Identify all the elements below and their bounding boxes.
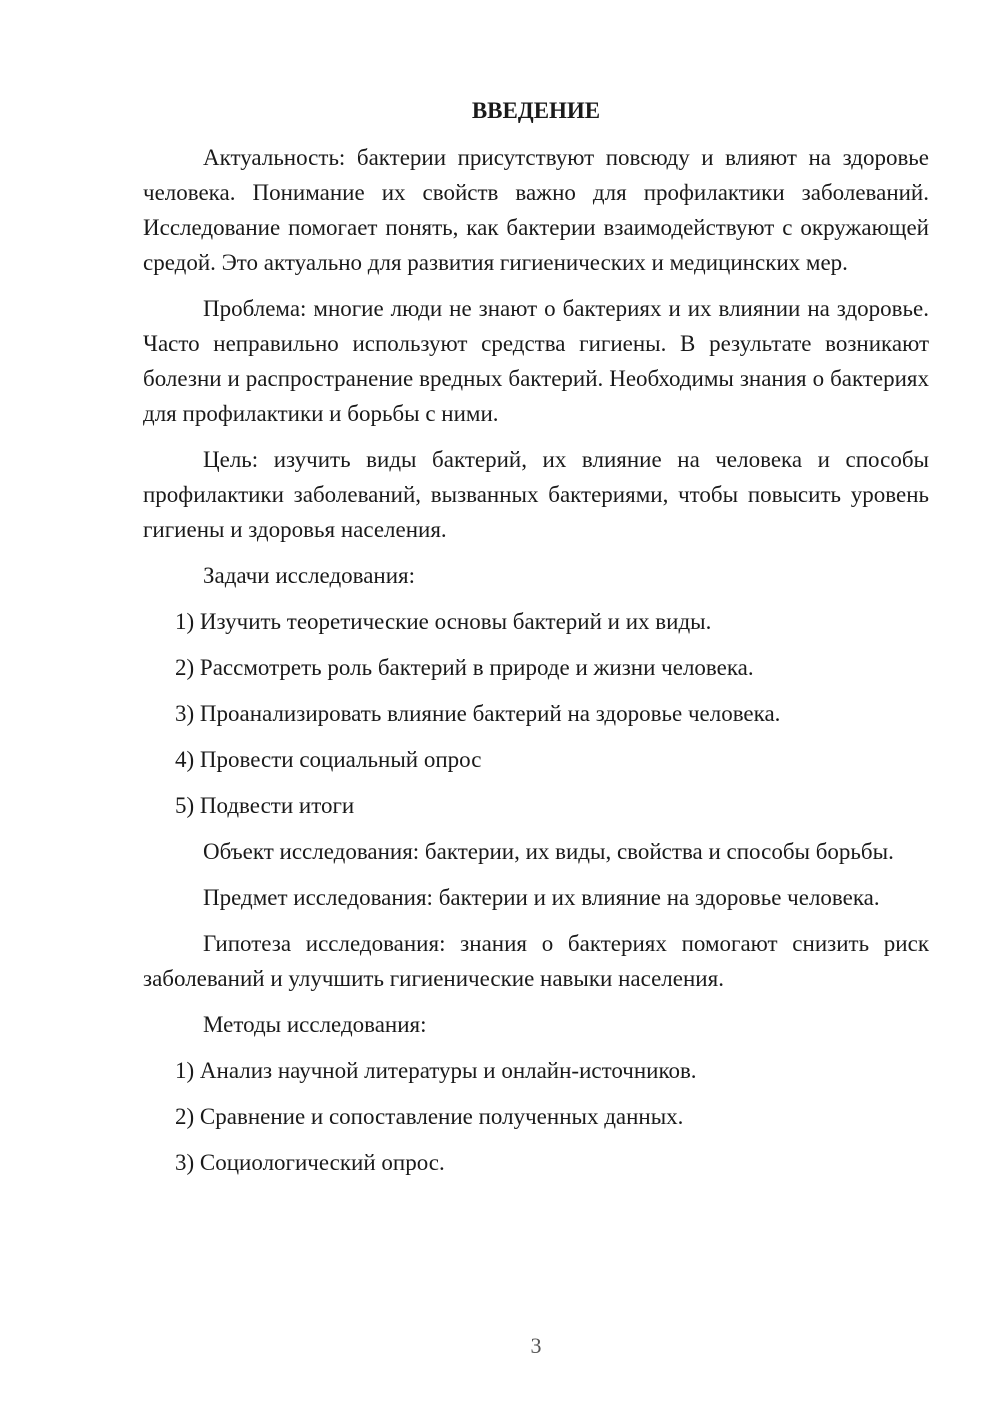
page-title: ВВЕДЕНИЕ xyxy=(471,98,601,123)
list-item: 3) Социологический опрос. xyxy=(175,1150,445,1175)
subject-paragraph: Предмет исследования: бактерии и их влияние на здоровье человека. xyxy=(203,885,880,910)
list-item: 2) Рассмотреть роль бактерий в природе и жизни человека. xyxy=(175,655,754,680)
relevance-paragraph: Актуальность: бактерии присутствуют повсюду и влияют на здоровье человека. Понимание их свойств важно для профилактики заболеваний. Исследование помогает понять, как бактерии взаимодействуют с окружающей средой. Это актуально для развития гигиенических и медицинских мер. xyxy=(143,145,929,275)
hypothesis-paragraph: Гипотеза исследования: знания о бактериях помогают снизить риск заболеваний и улучшить гигиенические навыки населения. xyxy=(143,931,929,991)
page-number: 3 xyxy=(530,1333,542,1358)
list-item: 1) Анализ научной литературы и онлайн-источников. xyxy=(175,1058,697,1083)
methods-label: Методы исследования: xyxy=(203,1012,427,1037)
problem-paragraph: Проблема: многие люди не знают о бактериях и их влиянии на здоровье. Часто неправильно используют средства гигиены. В результате возникают болезни и распространение вредных бактерий. Необходимы знания о бактериях для профилактики и борьбы с ними. xyxy=(143,296,929,426)
page-content xyxy=(143,96,929,1191)
list-item: 1) Изучить теоретические основы бактерий и их виды. xyxy=(175,609,712,634)
list-item: 2) Сравнение и сопоставление полученных данных. xyxy=(175,1104,684,1129)
list-item: 3) Проанализировать влияние бактерий на здоровье человека. xyxy=(175,701,781,726)
list-item: 4) Провести социальный опрос xyxy=(175,747,482,772)
list-item: 5) Подвести итоги xyxy=(175,793,355,818)
methods-list xyxy=(143,1053,929,1180)
object-paragraph: Объект исследования: бактерии, их виды, свойства и способы борьбы. xyxy=(203,839,894,864)
goal-paragraph: Цель: изучить виды бактерий, их влияние на человека и способы профилактики заболеваний, вызванных бактериями, чтобы повысить уровень гигиены и здоровья населения. xyxy=(143,447,929,542)
tasks-list xyxy=(143,604,929,823)
tasks-label: Задачи исследования: xyxy=(203,563,416,588)
